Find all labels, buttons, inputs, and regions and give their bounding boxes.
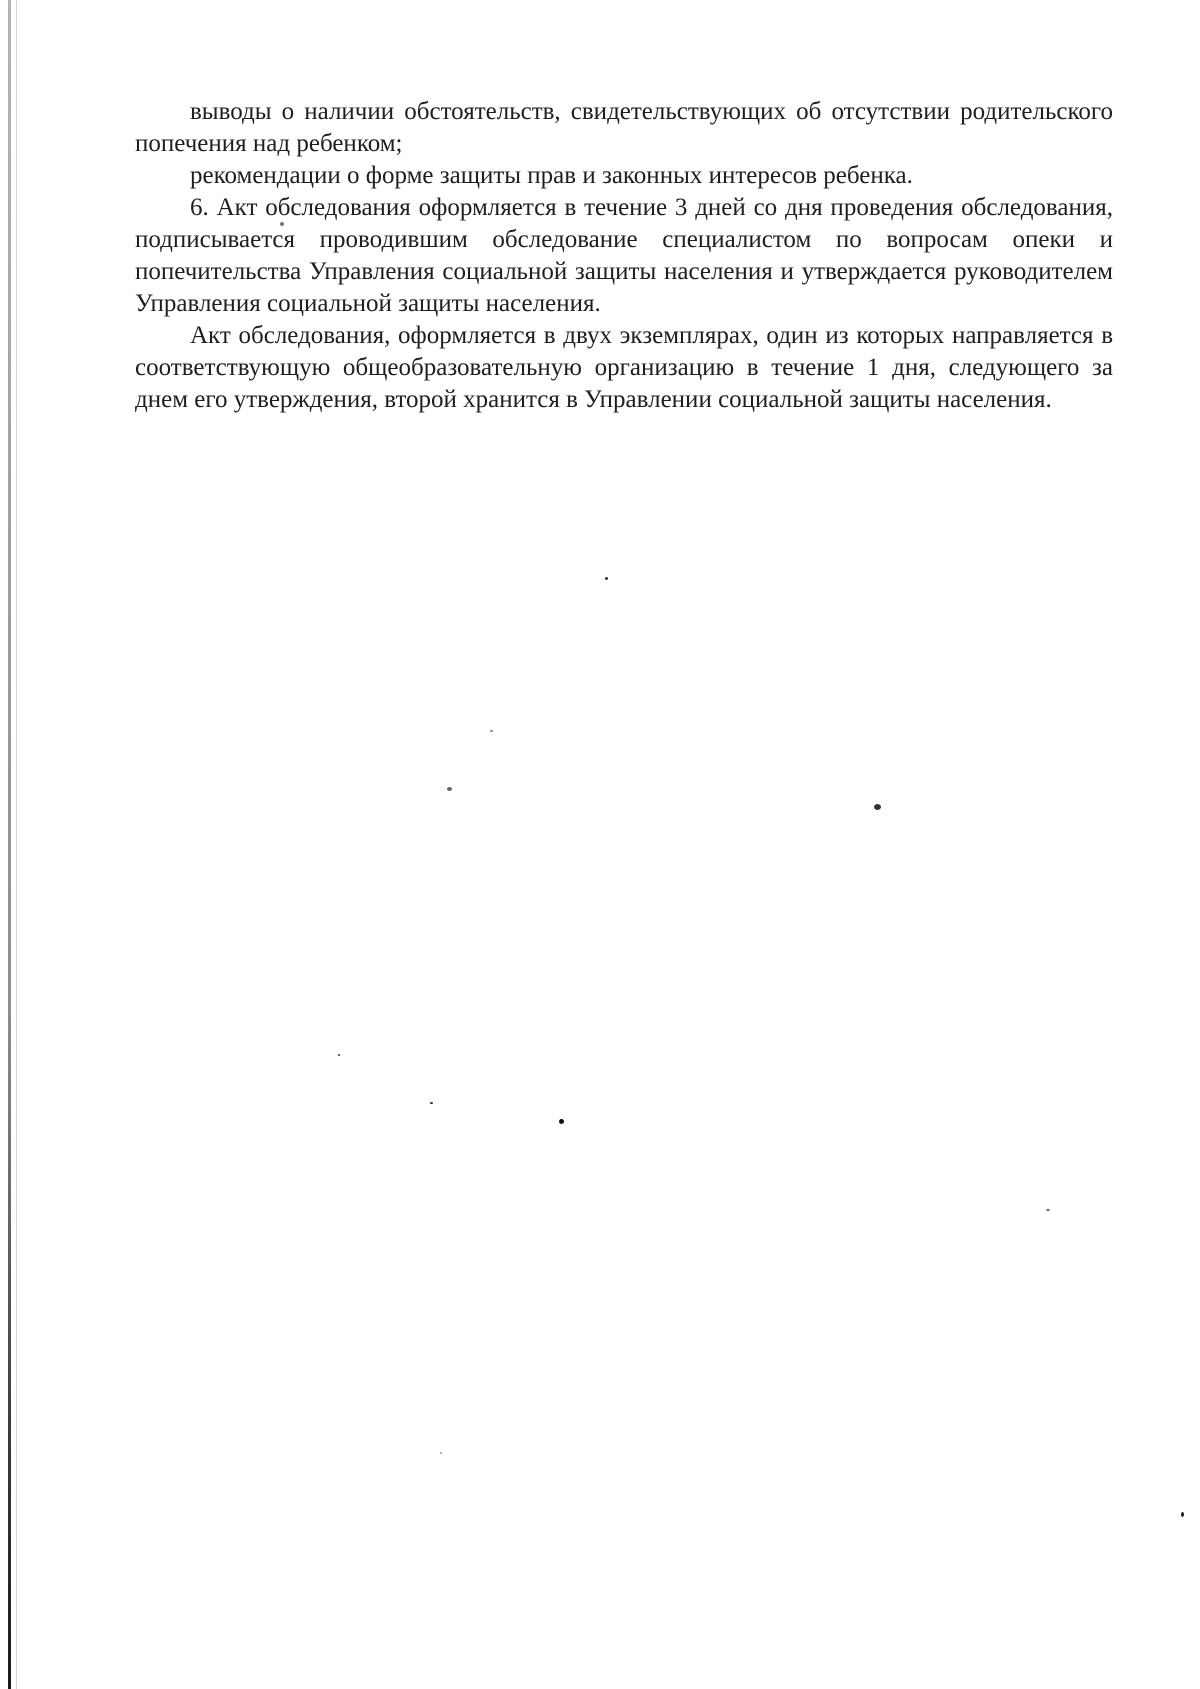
scan-speck [1181, 1512, 1184, 1517]
scan-speck [874, 804, 881, 810]
scan-speck [430, 1102, 433, 1104]
paragraph: рекомендации о форме защиты прав и законных интересов ребенка. [190, 162, 913, 189]
scan-speck [559, 1119, 564, 1124]
paragraph: Акт обследования, оформляется в двух экземплярах, один из которых направляется в соответствующую общеобразовательную организацию в течение 1 дня, следующего за днем его утверждения, второй хранится в Управлении социальной защиты населения. [135, 322, 1113, 413]
scan-speck [447, 787, 452, 791]
scan-speck [338, 1054, 340, 1056]
scan-speck [280, 222, 284, 226]
paragraph: выводы о наличии обстоятельств, свидетельствующих об отсутствии родительского попечения над ребенком; [135, 98, 1113, 157]
scan-speck [605, 577, 608, 580]
paragraph: 6. Акт обследования оформляется в течение 3 дней со дня проведения обследования, подписывается проводившим обследование специалистом по вопросам опеки и попечительства Управления социальной защиты населения и утверждается руководителем Управления социальной защиты населения. [135, 194, 1113, 317]
scan-speck [1046, 1209, 1050, 1211]
scan-edge [8, 0, 11, 1689]
scan-speck [440, 1452, 442, 1454]
scan-speck [490, 730, 493, 732]
scan-edge-line [16, 0, 17, 1689]
document-body [135, 96, 1113, 416]
